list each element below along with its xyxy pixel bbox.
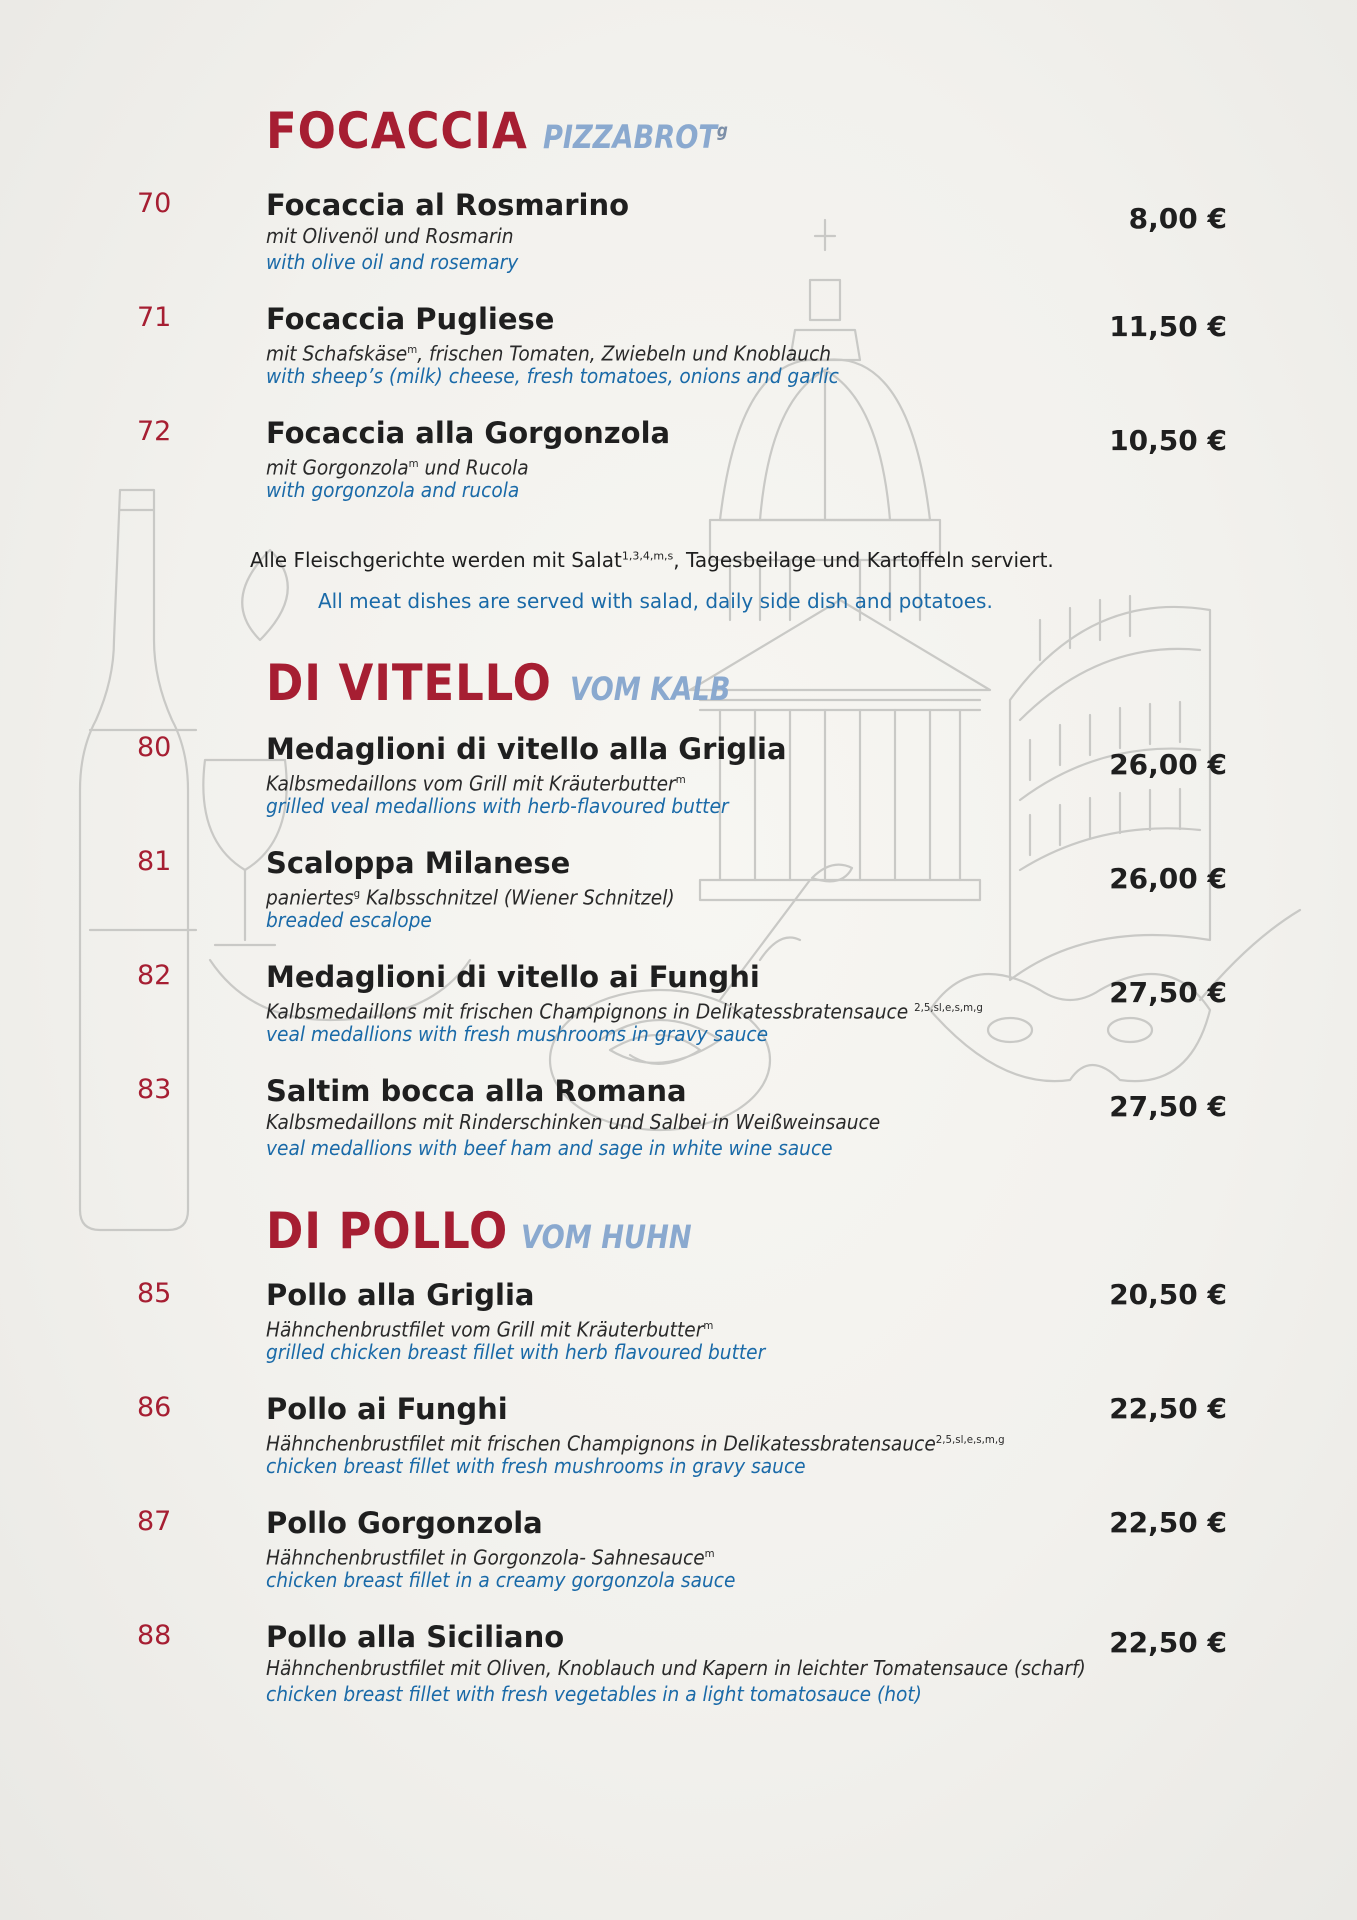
item-name: Focaccia al Rosmarino [266, 188, 630, 222]
allergen-sup: 2,5,sl,e,s,m,g [935, 1433, 1005, 1446]
desc-text: Hähnchenbrustfilet mit frischen Champignons in Delikatessbratensauce [266, 1431, 936, 1456]
item-price: 22,50 € [1109, 1392, 1227, 1425]
item-price: 27,50 € [1109, 976, 1227, 1009]
item-number: 72 [137, 416, 172, 447]
allergen-sup: g [353, 887, 361, 900]
menu-item [0, 1074, 1357, 1174]
desc-text: paniertes [266, 885, 354, 910]
item-desc-english: grilled chicken breast fillet with herb flavoured butter [266, 1340, 766, 1364]
item-price: 22,50 € [1109, 1506, 1227, 1539]
item-name: Medaglioni di vitello ai Funghi [266, 960, 760, 994]
desc-text-rest: Kalbsschnitzel (Wiener Schnitzel) [360, 885, 675, 910]
item-price: 20,50 € [1109, 1278, 1227, 1311]
item-name: Saltim bocca alla Romana [266, 1074, 687, 1108]
item-desc-english: chicken breast fillet with fresh mushrooms in gravy sauce [266, 1454, 806, 1478]
menu-item [0, 1620, 1357, 1720]
item-number: 81 [137, 846, 172, 877]
note-english: All meat dishes are served with salad, daily side dish and potatoes. [318, 589, 993, 613]
menu-item [0, 188, 1357, 288]
menu-item [0, 1392, 1357, 1492]
menu-item [0, 1278, 1357, 1378]
item-name: Pollo alla Siciliano [266, 1620, 565, 1654]
desc-text: Hähnchenbrustfilet vom Grill mit Kräuterbutter [266, 1317, 704, 1342]
item-price: 8,00 € [1128, 202, 1227, 235]
section-title-italian: DI VITELLO [266, 654, 552, 712]
item-name: Scaloppa Milanese [266, 846, 571, 880]
section-title-italian: FOCACCIA [266, 102, 528, 160]
allergen-sup: 2,5,sl,e,s,m,g [914, 1001, 983, 1014]
item-price: 26,00 € [1109, 862, 1227, 895]
item-desc-english: veal medallions with beef ham and sage in white wine sauce [266, 1136, 833, 1160]
section-subtitle: PIZZABROT [543, 118, 718, 156]
allergen-sup: m [703, 1319, 714, 1332]
note-text-rest: , Tagesbeilage und Kartoffeln serviert. [673, 548, 1054, 572]
item-desc-english: chicken breast fillet in a creamy gorgonzola sauce [266, 1568, 736, 1592]
item-number: 82 [137, 960, 172, 991]
item-price: 27,50 € [1109, 1090, 1227, 1123]
desc-text-rest: und Rucola [418, 455, 529, 480]
item-desc-english: veal medallions with fresh mushrooms in gravy sauce [266, 1022, 769, 1046]
item-number: 83 [137, 1074, 172, 1105]
item-desc-english: chicken breast fillet with fresh vegetables in a light tomatosauce (hot) [266, 1682, 922, 1706]
item-desc-german: Hähnchenbrustfilet mit Oliven, Knoblauch und Kapern in leichter Tomatensauce (scharf) [266, 1656, 1086, 1680]
desc-text: mit Gorgonzola [266, 455, 409, 480]
item-number: 80 [137, 732, 172, 763]
allergen-sup: m [408, 457, 419, 470]
menu-item [0, 846, 1357, 946]
item-desc-english: with sheep’s (milk) cheese, fresh tomatoes, onions and garlic [266, 364, 839, 388]
item-price: 26,00 € [1109, 748, 1227, 781]
section-title-vitello [266, 654, 759, 712]
desc-text: mit Schafskäse [266, 341, 408, 366]
section-title-german: VOM HUHN [521, 1218, 693, 1256]
item-price: 11,50 € [1109, 310, 1227, 343]
item-number: 70 [137, 188, 172, 219]
item-number: 87 [137, 1506, 172, 1537]
menu-item [0, 302, 1357, 402]
item-desc-english: with olive oil and rosemary [266, 250, 519, 274]
item-desc-english: with gorgonzola and rucola [266, 478, 520, 502]
desc-text-rest: , frischen Tomaten, Zwiebeln und Knoblauch [417, 341, 832, 366]
allergen-sup: m [675, 773, 686, 786]
menu-item [0, 732, 1357, 832]
item-price: 10,50 € [1109, 424, 1227, 457]
item-desc-german: mit Olivenöl und Rosmarin [266, 224, 514, 248]
item-desc-english: grilled veal medallions with herb-flavoured butter [266, 794, 729, 818]
note-text: Alle Fleischgerichte werden mit Salat [250, 548, 622, 572]
allergen-sup: m [407, 343, 418, 356]
item-name: Pollo Gorgonzola [266, 1506, 543, 1540]
item-name: Medaglioni di vitello alla Griglia [266, 732, 787, 766]
item-number: 88 [137, 1620, 172, 1651]
menu-item [0, 960, 1357, 1060]
item-number: 86 [137, 1392, 172, 1423]
item-name: Focaccia alla Gorgonzola [266, 416, 671, 450]
allergen-sup: m [704, 1547, 715, 1560]
note-german [250, 548, 1054, 572]
section-title-focaccia [266, 102, 761, 160]
desc-text: Kalbsmedaillons vom Grill mit Kräuterbutter [266, 771, 676, 796]
section-title-pollo [266, 1202, 722, 1260]
allergen-sup: g [717, 120, 728, 142]
item-name: Pollo alla Griglia [266, 1278, 535, 1312]
item-name: Pollo ai Funghi [266, 1392, 508, 1426]
item-number: 71 [137, 302, 172, 333]
menu-item [0, 1506, 1357, 1606]
item-desc-english: breaded escalope [266, 908, 432, 932]
desc-text: Kalbsmedaillons mit frischen Champignons in Delikatessbratensauce [266, 999, 915, 1024]
menu-item [0, 416, 1357, 516]
section-title-italian: DI POLLO [266, 1202, 509, 1260]
item-number: 85 [137, 1278, 172, 1309]
item-desc-german: Kalbsmedaillons mit Rinderschinken und Salbei in Weißweinsauce [266, 1110, 881, 1134]
section-title-german: VOM KALB [569, 670, 731, 708]
item-price: 22,50 € [1109, 1626, 1227, 1659]
desc-text: Hähnchenbrustfilet in Gorgonzola- Sahnesauce [266, 1545, 705, 1570]
item-name: Focaccia Pugliese [266, 302, 555, 336]
allergen-sup: 1,3,4,m,s [621, 549, 674, 563]
section-title-german [543, 118, 728, 156]
